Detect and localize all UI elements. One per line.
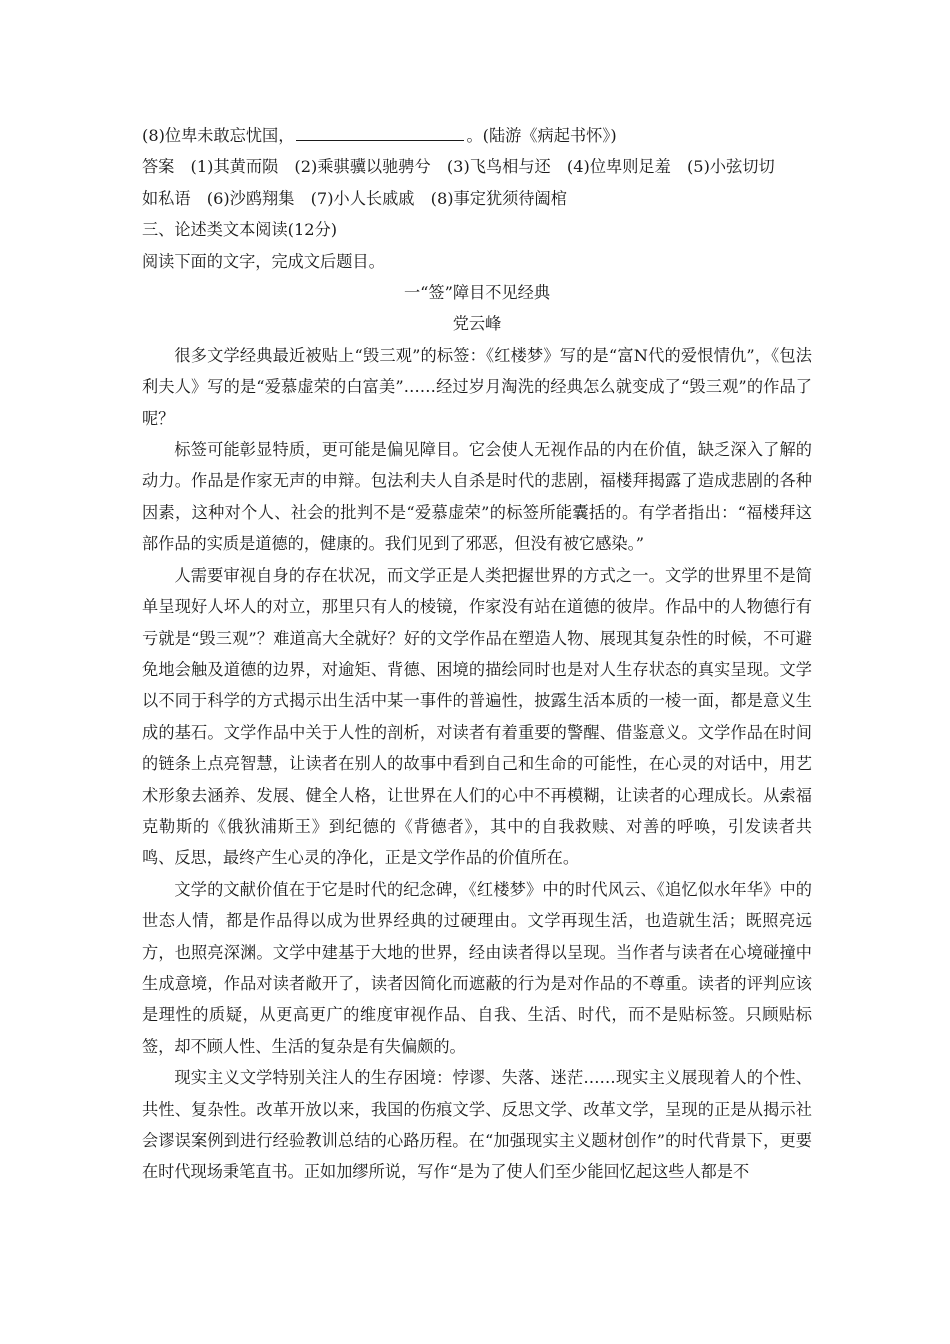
question-8 xyxy=(142,120,812,151)
article-author: 党云峰 xyxy=(452,314,502,334)
question-8-prefix: (8)位卑未敢忘忧国， xyxy=(142,126,295,145)
answer-line-1: 答案 (1)其黄而陨 (2)乘骐骥以驰骋兮 (3)飞鸟相与还 (4)位卑则足羞 (5)小弦切切 xyxy=(142,157,775,177)
article-paragraph-5: 现实主义文学特别关注人的生存困境：悖谬、失落、迷茫……现实主义展现着人的个性、共性、复杂性。改革开放以来，我国的伤痕文学、反思文学、改革文学，呈现的正是从揭示社会谬误案例到进行经验教训总结的心路历程。在“加强现实主义题材创作”的时代背景下，更要在时代现场秉笔直书。正如加缪所说，写作“是为了使人们至少能回忆起这些人都是不 xyxy=(142,1068,812,1182)
answer-blank xyxy=(296,139,464,141)
reading-instruction: 阅读下面的文字，完成文后题目。 xyxy=(142,251,385,271)
article-paragraph-3: 人需要审视自身的存在状况，而文学正是人类把握世界的方式之一。文学的世界里不是简单呈现好人坏人的对立，那里只有人的棱镜，作家没有站在道德的彼岸。作品中的人物德行有亏就是“毁三观”？难道高大全就好？好的文学作品在塑造人物、展现其复杂性的时候，不可避免地会触及道德的边界，对逾矩、背德、困境的描绘同时也是对人生存状态的真实呈现。文学以不同于科学的方式揭示出生活中某一事件的普遍性，披露生活本质的一棱一面，都是意义生成的基石。文学作品中关于人性的剖析，对读者有着重要的警醒、借鉴意义。文学作品在时间的链条上点亮智慧，让读者在别人的故事中看到自己和生命的可能性，在心灵的对话中，用艺术形象去涵养、发展、健全人格，让世界在人们的心中不再模糊，让读者的心理成长。从索福克勒斯的《俄狄浦斯王》到纪德的《背德者》，其中的自我救赎、对善的呼唤，引发读者共鸣、反思，最终产生心灵的净化，正是文学作品的价值所在。 xyxy=(142,565,812,868)
section-heading: 三、论述类文本阅读(12分) xyxy=(142,220,338,240)
article-paragraph-2: 标签可能彰显特质，更可能是偏见障目。它会使人无视作品的内在价值，缺乏深入了解的动力。作品是作家无声的申辩。包法利夫人自杀是时代的悲剧，福楼拜揭露了造成悲剧的各种因素，这种对个人、社会的批判不是“爱慕虚荣”的标签所能囊括的。有学者指出：“福楼拜这部作品的实质是道德的，健康的。我们见到了邪恶，但没有被它感染。” xyxy=(142,440,812,554)
answer-line-2: 如私语 (6)沙鸥翔集 (7)小人长戚戚 (8)事定犹须待阖棺 xyxy=(142,188,567,208)
question-8-suffix: 。(陆游《病起书怀》) xyxy=(466,126,617,145)
article-paragraph-4: 文学的文献价值在于它是时代的纪念碑，《红楼梦》中的时代风云、《追忆似水年华》中的世态人情，都是作品得以成为世界经典的过硬理由。文学再现生活，也造就生活；既照亮远方，也照亮深渊。文学中建基于大地的世界，经由读者得以呈现。当作者与读者在心境碰撞中生成意境，作品对读者敞开了，读者因简化而遮蔽的行为是对作品的不尊重。读者的评判应该是理性的质疑，从更高更广的维度审视作品、自我、生活、时代，而不是贴标签。只顾贴标签，却不顾人性、生活的复杂是有失偏颇的。 xyxy=(142,879,812,1056)
article-paragraph-1: 很多文学经典最近被贴上“毁三观”的标签：《红楼梦》写的是“富N代的爱恨情仇”，《包法利夫人》写的是“爱慕虚荣的白富美”……经过岁月淘洗的经典怎么就变成了“毁三观”的作品了呢？ xyxy=(142,345,812,428)
document-page xyxy=(142,120,812,1188)
article-title: 一“签”障目不见经典 xyxy=(403,283,551,303)
